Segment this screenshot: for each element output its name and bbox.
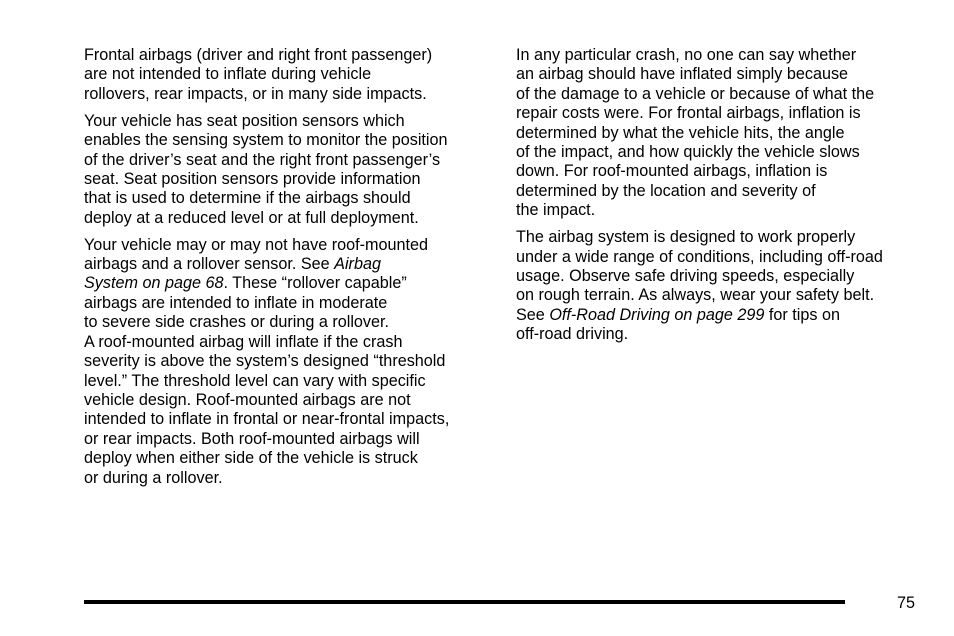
text-line: In any particular crash, no one can say whether: [516, 46, 857, 64]
paragraph-crash-inflation: [516, 46, 928, 221]
footer-rule: [84, 600, 845, 604]
airbag-system-link[interactable]: Airbag: [334, 255, 381, 274]
text-line: repair costs were. For frontal airbags, inflation is: [516, 104, 861, 123]
text-segment: See: [516, 305, 550, 324]
text-line: of the damage to a vehicle or because of what the: [516, 84, 875, 103]
text-line: level.” The threshold level can vary with specific: [84, 371, 426, 390]
text-line: deploy at a reduced level or at full deployment.: [84, 208, 419, 227]
text-line: or rear impacts. Both roof-mounted airbags will: [84, 429, 420, 448]
text-line: on rough terrain. As always, wear your safety belt.: [516, 286, 875, 305]
text-line: severity is above the system’s designed “threshold: [84, 352, 446, 371]
text-line: the impact.: [516, 201, 596, 220]
text-line: of the impact, and how quickly the vehicle slows: [516, 143, 860, 162]
text-line: vehicle design. Roof-mounted airbags are not: [84, 390, 411, 409]
off-road-driving-link[interactable]: Off-Road Driving on page 299: [549, 305, 765, 324]
page-number: 75: [897, 594, 916, 612]
text-line: an airbag should have inflated simply because: [516, 65, 849, 84]
text-line: determined by what the vehicle hits, the angle: [516, 123, 845, 142]
text-line: down. For roof-mounted airbags, inflation is: [516, 162, 828, 181]
text-line: deploy when either side of the vehicle is struck: [84, 449, 418, 468]
text-line: Frontal airbags (driver and right front passenger): [84, 46, 433, 64]
text-line: [84, 255, 496, 274]
paragraph-frontal-airbags: [84, 46, 496, 104]
text-line: [516, 306, 928, 325]
text-line: airbags are intended to inflate in moderate: [84, 293, 388, 312]
text-segment: . These “rollover capable”: [223, 274, 407, 293]
text-line: determined by the location and severity of: [516, 181, 816, 200]
text-line: [84, 274, 496, 293]
right-column: [516, 46, 928, 352]
text-line: rollovers, rear impacts, or in many side impacts.: [84, 84, 427, 103]
paragraph-seat-sensors: [84, 112, 496, 228]
paragraph-system-design: [516, 228, 928, 344]
text-line: The airbag system is designed to work properly: [516, 228, 856, 247]
text-line: under a wide range of conditions, including off-road: [516, 247, 883, 266]
text-line: seat. Seat position sensors provide information: [84, 169, 421, 188]
paragraph-roof-airbags: [84, 236, 496, 488]
text-line: to severe side crashes or during a rollover.: [84, 313, 390, 332]
text-segment: airbags and a rollover sensor. See: [84, 255, 335, 274]
text-line: or during a rollover.: [84, 468, 223, 487]
left-column: [84, 46, 496, 495]
text-line: of the driver’s seat and the right front passenger’s: [84, 150, 441, 169]
text-line: Your vehicle may or may not have roof-mounted: [84, 235, 429, 254]
text-line: Your vehicle has seat position sensors which: [84, 111, 405, 130]
text-line: off-road driving.: [516, 325, 629, 344]
text-line: that is used to determine if the airbags should: [84, 189, 411, 208]
text-segment: for tips on: [764, 305, 840, 324]
text-line: intended to inflate in frontal or near-frontal impacts,: [84, 410, 450, 429]
text-line: A roof-mounted airbag will inflate if the crash: [84, 332, 403, 351]
airbag-system-link-cont[interactable]: System on page 68: [84, 274, 224, 293]
text-line: are not intended to inflate during vehicle: [84, 65, 372, 84]
text-line: usage. Observe safe driving speeds, especially: [516, 266, 855, 285]
text-line: enables the sensing system to monitor the position: [84, 131, 448, 150]
